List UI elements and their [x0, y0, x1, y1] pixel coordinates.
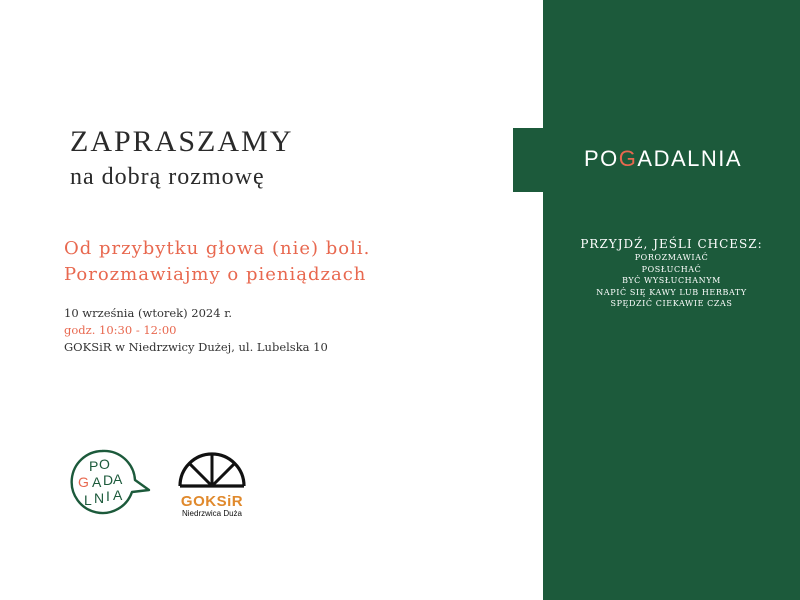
invite-box [553, 236, 790, 310]
list-item: BYĆ WYSŁUCHANYM [622, 276, 721, 285]
event-topic-line-2: Porozmawiajmy o pieniądzach [64, 264, 367, 285]
brand-prefix: PO [584, 146, 619, 171]
logo-letter: D [103, 472, 114, 488]
event-topic [64, 236, 504, 288]
event-details [64, 305, 504, 356]
logo-letter: O [99, 456, 110, 472]
page-title: ZAPRASZAMY [70, 125, 294, 158]
brand-suffix: ADALNIA [637, 146, 743, 171]
event-place: GOKSiR w Niedrzwicy Dużej, ul. Lubelska 10 [64, 340, 328, 354]
list-item: NAPIĆ SIĘ KAWY LUB HERBATY [596, 287, 747, 297]
list-item: POROZMAWIAĆ [634, 253, 709, 262]
event-time: godz. 10:30 - 12:00 [64, 323, 177, 337]
goksir-location: Niedrzwica Duża [181, 509, 243, 518]
brand-accent-letter: G [618, 146, 638, 171]
event-topic-line-1: Od przybytku głowa (nie) boli. [64, 238, 371, 259]
brand-wordmark [584, 143, 784, 175]
logo-letter: A [113, 471, 123, 487]
event-date: 10 września (wtorek) 2024 r. [64, 306, 233, 320]
logo-letter: A [113, 487, 123, 503]
logo-letter: I [106, 488, 110, 504]
goksir-name: GOKSiR [180, 493, 244, 510]
list-item: POSŁUCHAĆ [641, 264, 702, 274]
half-window-logo-icon [170, 448, 254, 520]
speech-bubble-logo-icon [66, 447, 152, 517]
list-item: SPĘDZIĆ CIEKAWIE CZAS [610, 299, 733, 308]
logo-letter: P [89, 458, 99, 474]
logo-letter: L [84, 492, 92, 508]
logo-letter: A [92, 474, 102, 490]
logo-letter: N [94, 490, 105, 506]
invite-title: PRZYJDŹ, JEŚLI CHCESZ: [580, 237, 763, 251]
page-subtitle: na dobrą rozmowę [70, 164, 265, 190]
logo-letter: G [78, 474, 89, 490]
invite-list [553, 252, 790, 310]
